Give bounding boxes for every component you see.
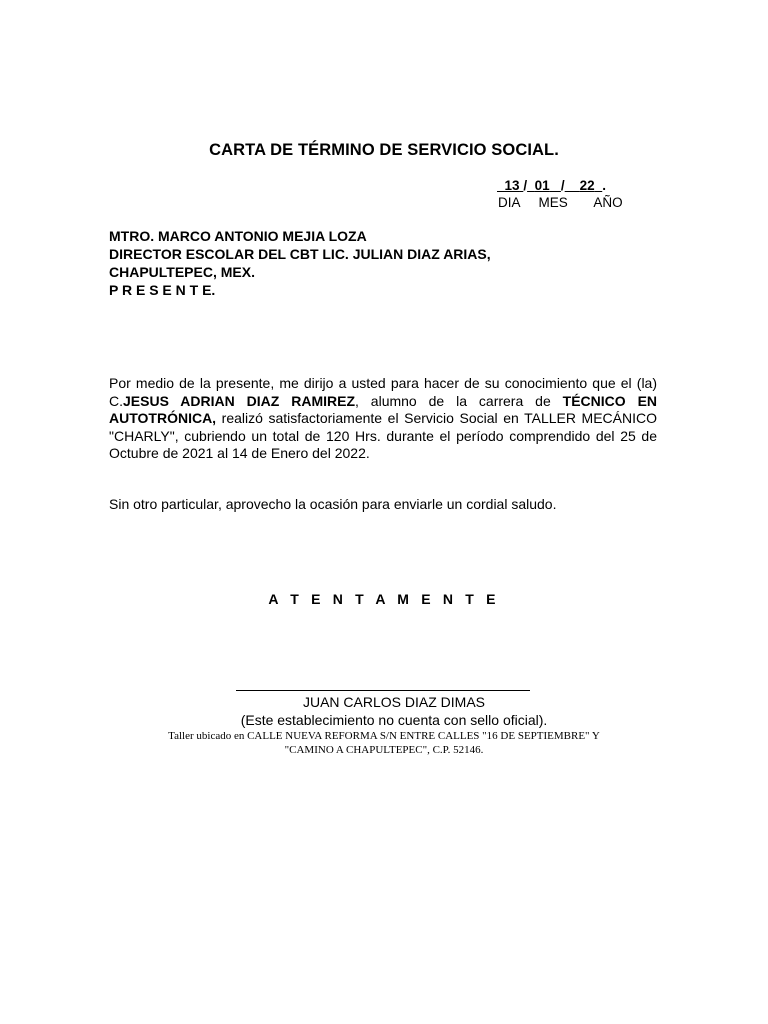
- letter-title: CARTA DE TÉRMINO DE SERVICIO SOCIAL.: [209, 141, 559, 159]
- recipient-name: MTRO. MARCO ANTONIO MEJIA LOZA: [109, 228, 367, 244]
- date-separator-2: /: [560, 178, 565, 193]
- date-separator-1: /: [523, 178, 528, 193]
- date-labels: [498, 195, 623, 210]
- workshop-address: [110, 729, 658, 757]
- closing-sentence: Sin otro particular, aprovecho la ocasión para enviarle un cordial saludo.: [109, 496, 557, 512]
- recipient-location: CHAPULTEPEC, MEX.: [109, 264, 255, 280]
- student-name: JESUS ADRIAN DIAZ RAMIREZ: [123, 392, 355, 409]
- body-rest: realizó satisfactoriamente el Servicio Social en TALLER MECÁNICO "CHARLY", cubriendo un total de 120 Hrs. durante el período comprendido del 25 de Octubre de 2021 al 14 de Enero del 2022.: [109, 410, 657, 461]
- date-year: 22: [579, 178, 595, 193]
- body-paragraph: [109, 375, 657, 463]
- recipient-greeting: P R E S E N T E.: [109, 282, 216, 298]
- date-month: 01: [534, 178, 550, 193]
- career-name: TÉCNICO EN AUTOTRÓNICA,: [109, 392, 658, 426]
- signer-note: (Este establecimiento no cuenta con sello oficial).: [240, 712, 548, 728]
- recipient-block: [109, 227, 491, 299]
- recipient-position: DIRECTOR ESCOLAR DEL CBT LIC. JULIAN DIAZ ARIAS,: [109, 246, 491, 262]
- body-intro: Por medio de la presente, me dirijo a usted para hacer de su conocimiento que el (la) C.: [109, 375, 657, 409]
- body-mid: , alumno de la carrera de: [355, 392, 563, 409]
- date-day: 13: [504, 178, 520, 193]
- address-line-1: Taller ubicado en CALLE NUEVA REFORMA S/N ENTRE CALLES "16 DE SEPTIEMBRE" Y: [168, 730, 600, 742]
- signature-line: [236, 690, 530, 691]
- date-year-label: AÑO: [593, 195, 623, 210]
- date-month-label: MES: [538, 195, 568, 210]
- address-line-2: "CAMINO A CHAPULTEPEC", C.P. 52146.: [284, 744, 484, 756]
- sign-off: A T E N T A M E N T E: [268, 591, 500, 607]
- date-day-label: DIA: [498, 195, 520, 210]
- date-line: 13 / 01 / 22 .: [504, 178, 606, 193]
- signer-name: JUAN CARLOS DIAZ DIMAS: [302, 694, 486, 710]
